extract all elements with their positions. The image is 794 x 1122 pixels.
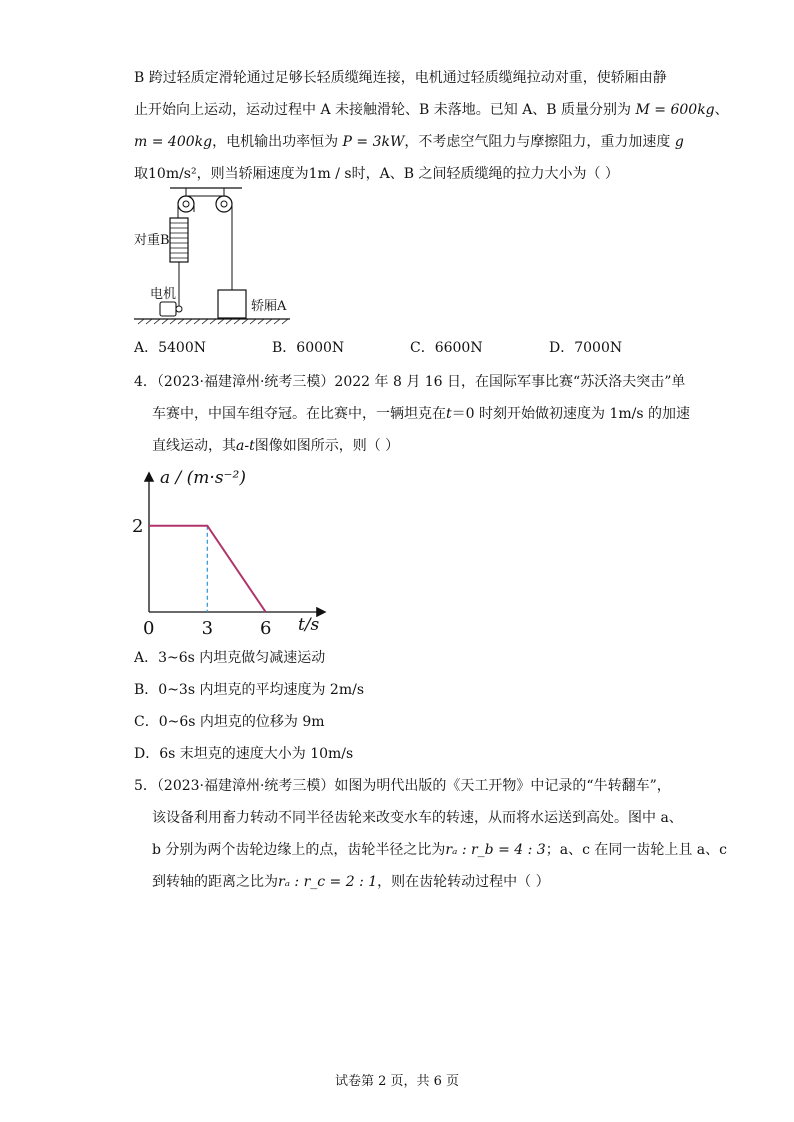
q5-line-1 <box>134 776 671 796</box>
q3-line-4-end: 时，A、B 之间轻质缆绳的拉力大小为（ ） <box>351 166 619 182</box>
x-axis-label: t/s <box>298 615 320 635</box>
page-footer: 试卷第 2 页，共 6 页 <box>334 1074 460 1089</box>
origin-label: 0 <box>143 618 155 639</box>
y-tick-label-2: 2 <box>132 515 144 537</box>
q3-line-4 <box>134 164 619 184</box>
car-a <box>218 290 246 318</box>
q3-line-3-mid: ，电机输出功率恒为 <box>212 134 339 150</box>
motor-body <box>160 302 176 316</box>
q4-line-1-text: 4．（2023·福建漳州·统考三模）2022 年 8 月 16 日，在国际军事比赛“苏沃洛夫突击”单 <box>134 374 686 390</box>
q3-option-b: B．6000N <box>272 340 345 356</box>
speed-value: 1m / s <box>308 166 352 182</box>
g-value: 10m/s² <box>148 166 197 182</box>
pulley-right-hub <box>221 201 227 207</box>
q3-option-a: A．5400N <box>134 340 206 356</box>
ratio-ab: rₐ : r_b = 4 : 3 <box>445 842 546 858</box>
q3-option-c: C．6600N <box>410 340 483 356</box>
q4-option-d: D．6s 末坦克的速度大小为 10m/s <box>134 746 354 762</box>
mass-M: M = 600kg <box>635 102 715 118</box>
power-value: P = 3kW <box>342 134 405 150</box>
motor-shaft <box>176 306 182 312</box>
q4-at-symbol: a-t <box>236 438 255 454</box>
q5-line-3-a: b 分别为两个齿轮边缘上的点，齿轮半径之比为 <box>152 842 446 858</box>
q5-line-3 <box>152 840 727 860</box>
pulley-left-hub <box>183 201 189 207</box>
car-label: 轿厢A <box>251 299 287 314</box>
q3-line-2 <box>134 100 729 120</box>
q3-line-3 <box>134 132 684 152</box>
q5-line-2 <box>152 808 683 828</box>
q3-line-2-text: 止开始向上运动，运动过程中 A 未接触滑轮、B 未落地。已知 A、B 质量分别为 <box>134 102 632 118</box>
q3-line-1-text: B 跨过轻质定滑轮通过足够长轻质缆绳连接，电机通过轻质缆绳拉动对重，使轿厢由静 <box>134 70 667 86</box>
q3-line-2-end: 、 <box>714 102 729 118</box>
q4-option-b: B．0~3s 内坦克的平均速度为 2m/s <box>134 682 365 698</box>
motor-label: 电机 <box>150 287 177 302</box>
q5-line-4-a: 到转轴的距离之比为 <box>152 874 278 890</box>
counterweight-label: 对重B <box>134 233 170 248</box>
elevator-figure <box>130 182 320 332</box>
ground-hatch <box>138 319 288 324</box>
q4-line-2 <box>152 404 690 424</box>
x-tick-label-6: 6 <box>259 618 272 639</box>
q5-line-4-b: ，则在齿轮转动过程中（ ） <box>377 874 550 890</box>
q5-line-1-text: 5．（2023·福建漳州·统考三模）如图为明代出版的《天工开物》中记录的“牛转翻车”， <box>134 778 671 794</box>
q4-line-2-b: ＝0 时刻开始做初速度为 1m/s 的加速 <box>451 406 690 422</box>
mass-m: m = 400kg <box>134 134 213 150</box>
q5-line-2-text: 该设备利用畜力转动不同半径齿轮来改变水车的转速，从而将水运送到高处。图中 a、 <box>152 810 683 826</box>
q4-line-3-a: 直线运动，其 <box>152 438 236 454</box>
q4-line-1 <box>134 372 685 392</box>
q4-time-symbol: t <box>446 406 452 422</box>
q3-option-d: D．7000N <box>549 340 623 356</box>
q3-line-3-end: ，不考虑空气阻力与摩擦阻力，重力加速度 <box>404 134 671 150</box>
counterweight-b <box>170 218 188 262</box>
q4-option-a: A．3~6s 内坦克做匀减速运动 <box>134 650 326 666</box>
q4-line-3 <box>152 436 399 456</box>
q3-line-1 <box>134 68 667 88</box>
y-axis-label: a / (m·s⁻²) <box>160 468 246 488</box>
q4-option-c: C．0~6s 内坦克的位移为 9m <box>134 714 325 730</box>
ratio-ac: rₐ : r_c = 2 : 1 <box>278 874 378 890</box>
x-tick-label-3: 3 <box>201 618 214 639</box>
q5-line-3-b: ；a、c 在同一齿轮上且 a、c <box>545 842 727 858</box>
q4-line-2-a: 车赛中，中国车组夺冠。在比赛中，一辆坦克在 <box>152 406 446 422</box>
at-chart <box>126 458 336 640</box>
g-symbol: g <box>674 134 684 150</box>
q4-line-3-b: 图像如图所示，则（ ） <box>254 438 400 454</box>
q3-line-4-rest: ，则当轿厢速度为 <box>196 166 309 182</box>
q5-line-4 <box>152 872 550 892</box>
q3-line-4-start: 取 <box>134 166 148 182</box>
